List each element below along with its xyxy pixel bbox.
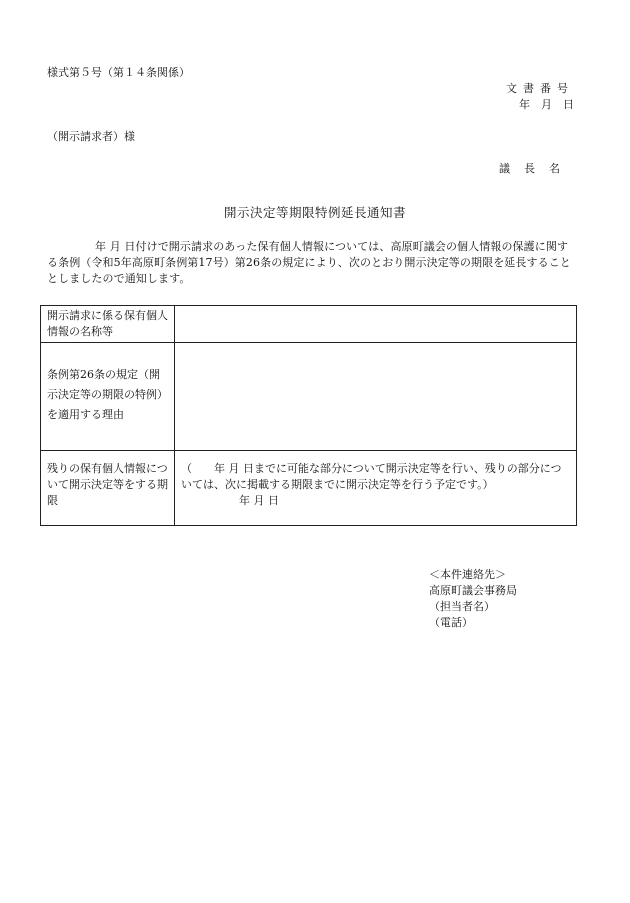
deadline-text: （ 年 月 日までに可能な部分について開示決定等を行い、残りの部分については、次に掲載する期限までに開示決定等を行う予定です。） <box>181 462 562 491</box>
reason-label: 条例第26条の規定（開示決定等の期限の特例）を適用する理由 <box>41 343 175 451</box>
contact-heading: ＜本件連絡先＞ <box>429 568 506 581</box>
deadline-date: 年 月 日 <box>239 494 279 507</box>
contact-person: （担当者名） <box>429 600 495 613</box>
table-row <box>41 451 577 526</box>
sender-chair: 議長名 <box>499 162 574 175</box>
body-paragraph: 年 月 日付けで開示請求のあった保有個人情報については、高原町議会の個人情報の保護に関する条例（令和5年高原町条例第17号）第26条の規定により、次のとおり開示決定等の期限を延長することとしましたので通知します。 <box>47 240 571 285</box>
document-number: 文書番号 <box>506 82 574 95</box>
notice-table <box>40 305 577 526</box>
contact-phone: （電話） <box>429 616 473 629</box>
deadline-value <box>175 451 577 526</box>
name-label: 開示請求に係る保有個人情報の名称等 <box>41 306 175 343</box>
contact-office: 高原町議会事務局 <box>429 584 517 597</box>
name-value <box>175 306 577 343</box>
table-row <box>41 306 577 343</box>
deadline-label: 残りの保有個人情報について開示決定等をする期限 <box>41 451 175 526</box>
document-title: 開示決定等期限特例延長通知書 <box>223 205 406 220</box>
contact-block <box>429 567 517 631</box>
table-row <box>41 343 577 451</box>
form-number: 様式第５号（第１４条関係） <box>47 66 190 79</box>
recipient: （開示請求者）様 <box>47 130 135 143</box>
reason-value <box>175 343 577 451</box>
document-date: 年 月 日 <box>519 98 574 111</box>
